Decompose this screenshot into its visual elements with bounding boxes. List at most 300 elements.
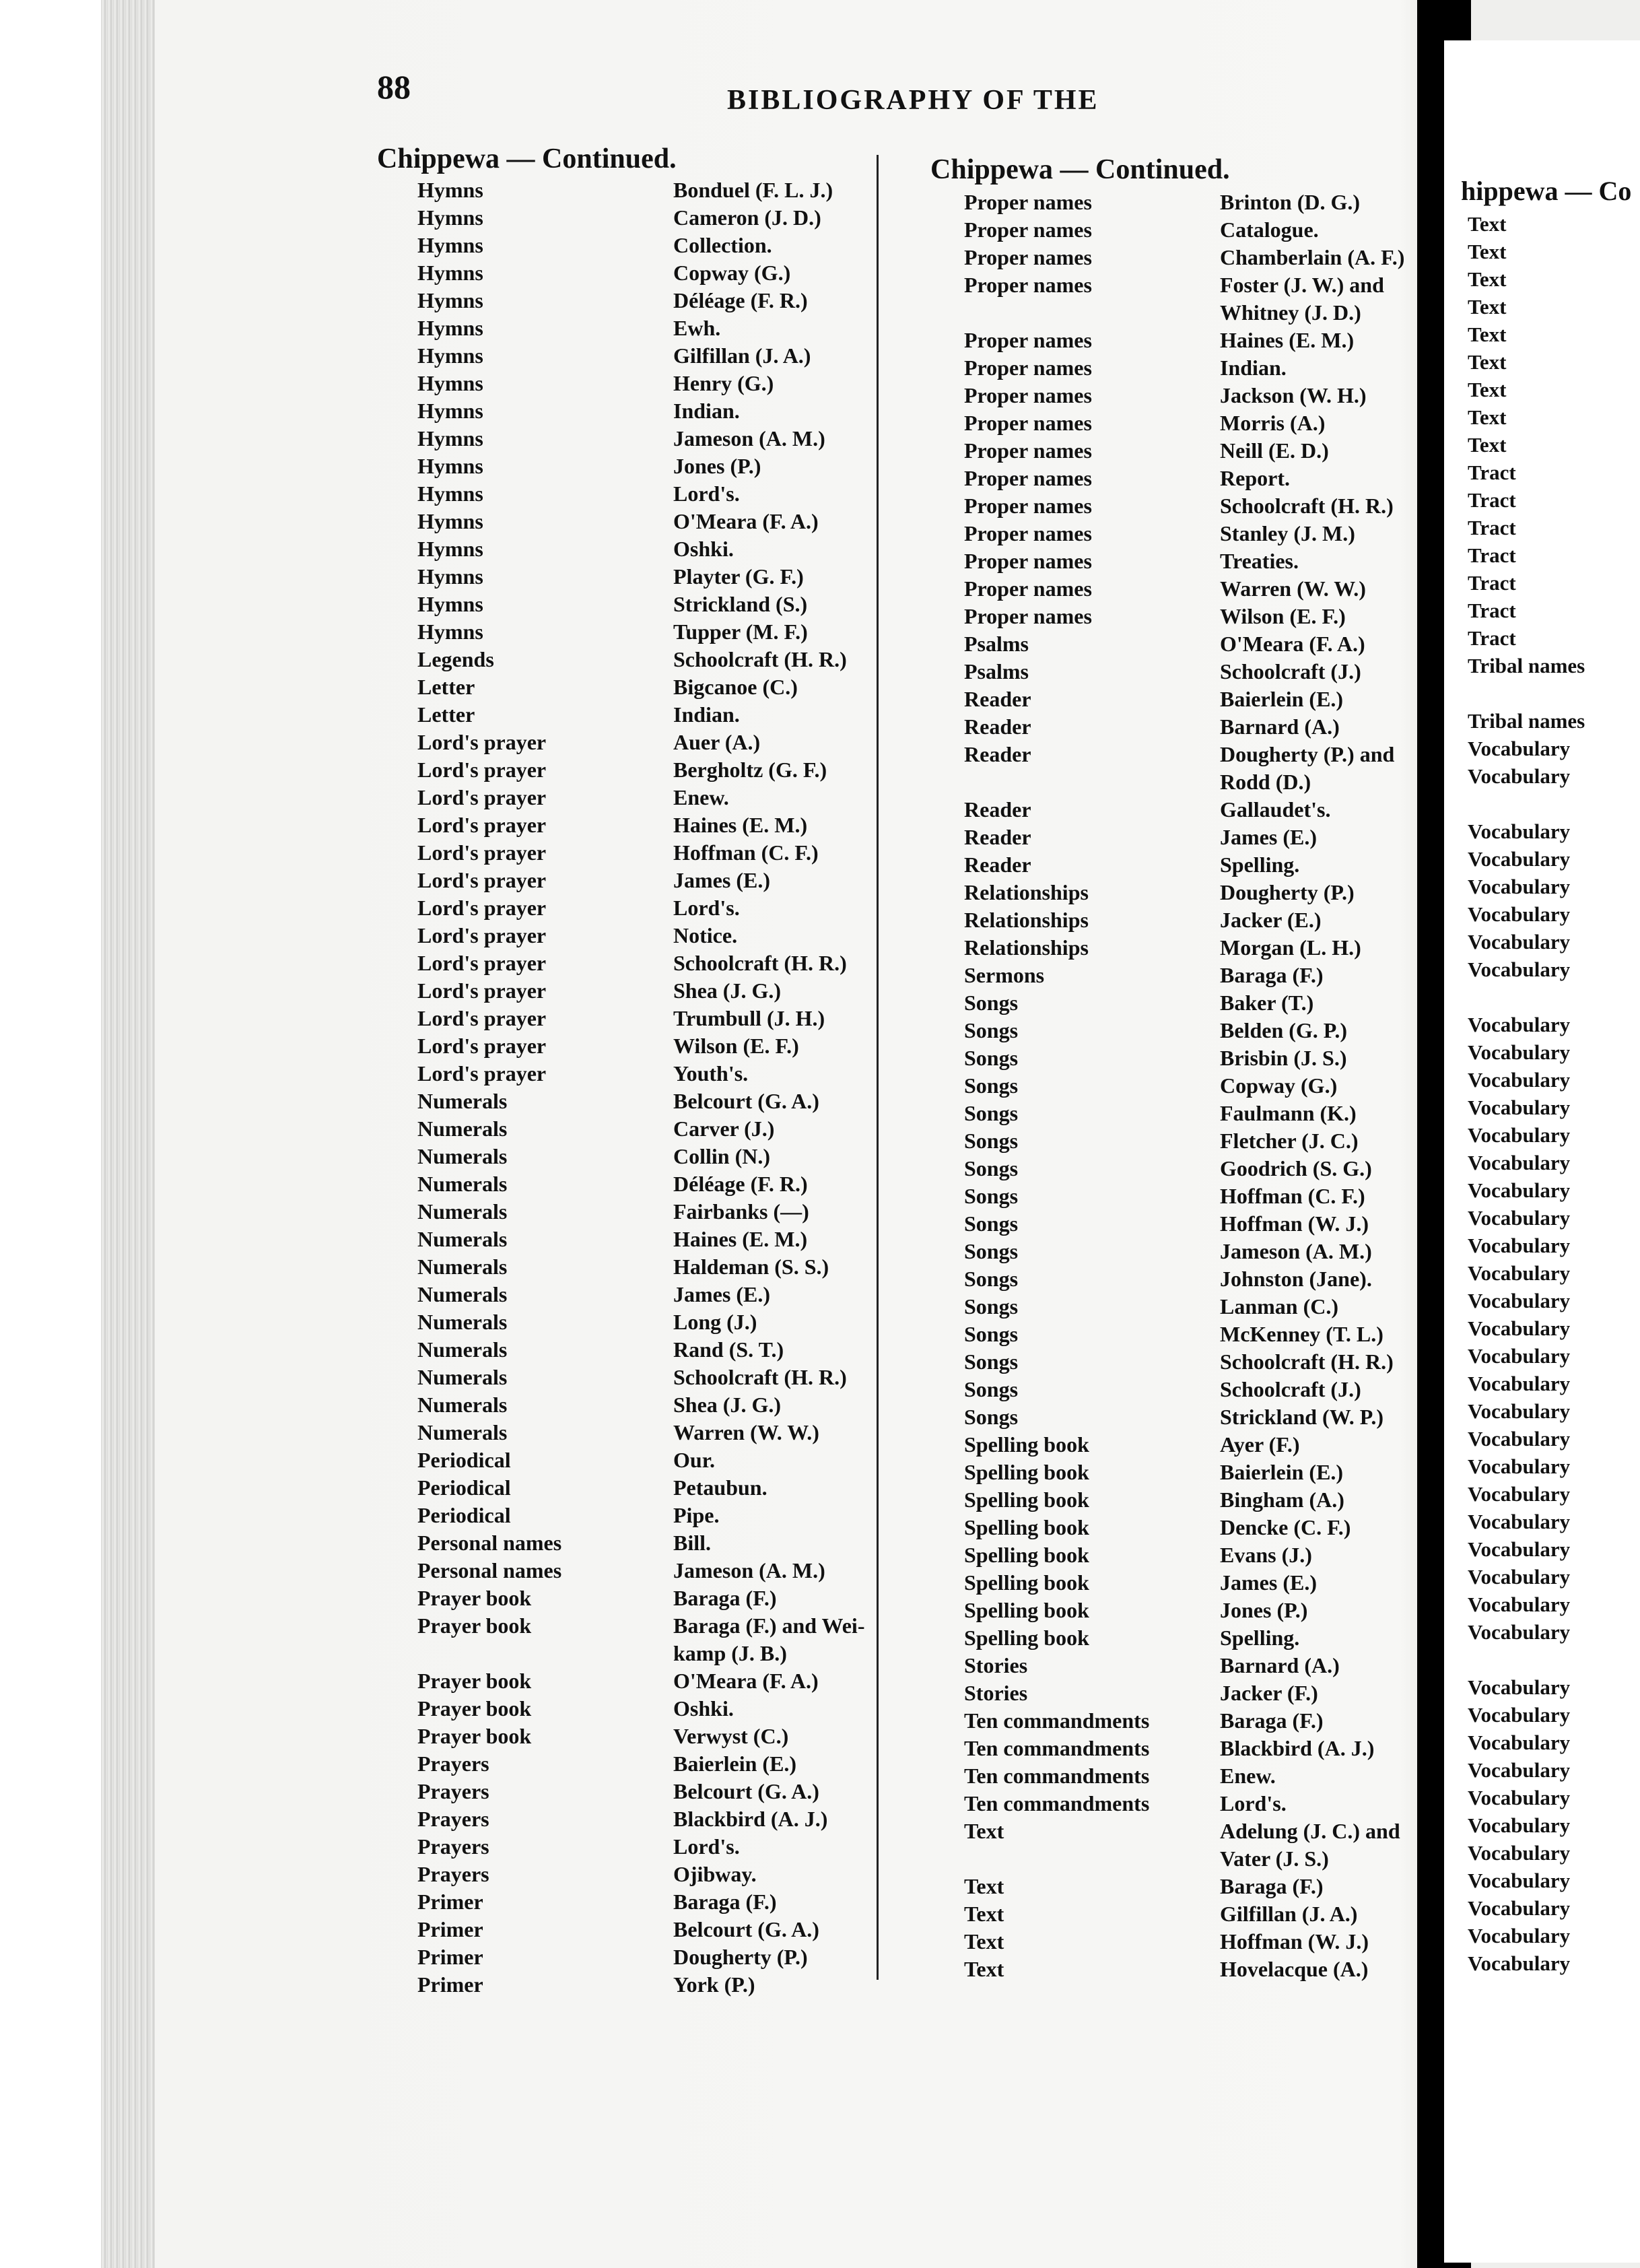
entry-row bbox=[377, 646, 875, 673]
left-column-heading: Chippewa — Continued. bbox=[377, 143, 677, 174]
entry-author: Barnard (A.) bbox=[1220, 714, 1340, 739]
entry-row bbox=[1468, 403, 1640, 431]
entry-subject: Hymns bbox=[417, 399, 483, 423]
entry-row bbox=[377, 977, 875, 1005]
entry-row bbox=[924, 520, 1415, 547]
entry-row bbox=[924, 575, 1415, 603]
entry-row bbox=[1468, 790, 1640, 818]
entry-row bbox=[924, 244, 1415, 271]
entry-subject: Vocabulary bbox=[1468, 902, 1571, 926]
entry-author: Baraga (F.) bbox=[1220, 963, 1324, 987]
entry-subject: Hymns bbox=[417, 620, 483, 644]
entry-author: Belcourt (G. A.) bbox=[673, 1089, 819, 1113]
entry-row bbox=[924, 1265, 1415, 1293]
entry-row bbox=[924, 713, 1415, 741]
entry-subject: Tract bbox=[1468, 488, 1516, 512]
left-column-entries bbox=[377, 176, 875, 1999]
entry-author: Dougherty (P.) bbox=[673, 1945, 808, 1969]
entry-author: Collin (N.) bbox=[673, 1144, 770, 1168]
entry-subject: Vocabulary bbox=[1468, 1316, 1571, 1340]
entry-subject: Lord's prayer bbox=[417, 923, 547, 947]
entry-author: Henry (G.) bbox=[673, 371, 774, 395]
entry-author: Indian. bbox=[1220, 356, 1287, 380]
entry-subject: Prayers bbox=[417, 1834, 489, 1859]
entry-subject: Hymns bbox=[417, 454, 483, 478]
entry-subject: Spelling book bbox=[964, 1543, 1089, 1567]
entry-row bbox=[924, 1735, 1415, 1762]
entry-row bbox=[1468, 293, 1640, 321]
entry-row bbox=[1468, 1701, 1640, 1729]
entry-subject: Proper names bbox=[964, 549, 1092, 573]
entry-author: Hoffman (W. J.) bbox=[1220, 1929, 1369, 1954]
entry-author: Jones (P.) bbox=[673, 454, 761, 478]
entry-subject: Prayer book bbox=[417, 1613, 532, 1638]
entry-row bbox=[1468, 238, 1640, 265]
entry-subject: Letter bbox=[417, 675, 475, 699]
entry-row bbox=[924, 1155, 1415, 1182]
entry-subject: Psalms bbox=[964, 632, 1029, 656]
entry-author: Enew. bbox=[673, 785, 729, 809]
entry-subject: Vocabulary bbox=[1468, 1896, 1571, 1920]
entry-author: Lord's. bbox=[673, 481, 740, 506]
page-stack-edge bbox=[101, 0, 155, 2268]
entry-row bbox=[377, 314, 875, 342]
entry-author: Jackson (W. H.) bbox=[1220, 383, 1367, 407]
entry-row bbox=[377, 1667, 875, 1695]
column-divider bbox=[877, 155, 879, 1980]
entry-subject: Numerals bbox=[417, 1282, 508, 1306]
entry-author: Dougherty (P.) and bbox=[1220, 742, 1395, 766]
entry-row bbox=[924, 465, 1415, 492]
entry-subject: Numerals bbox=[417, 1365, 508, 1389]
entry-row bbox=[1468, 1894, 1640, 1922]
entry-row bbox=[377, 1336, 875, 1364]
entry-row bbox=[1468, 983, 1640, 1011]
entry-subject: Primer bbox=[417, 1917, 483, 1941]
entry-row bbox=[924, 1238, 1415, 1265]
entry-author: Trumbull (J. H.) bbox=[673, 1006, 825, 1030]
entry-row bbox=[1468, 486, 1640, 514]
entry-subject: Songs bbox=[964, 1377, 1019, 1401]
entry-row bbox=[377, 1253, 875, 1281]
entry-row bbox=[377, 204, 875, 232]
entry-subject: Songs bbox=[964, 1322, 1019, 1346]
entry-subject: Numerals bbox=[417, 1310, 508, 1334]
entry-row bbox=[1468, 707, 1640, 735]
entry-subject: Text bbox=[1468, 267, 1507, 291]
entry-subject: Vocabulary bbox=[1468, 1040, 1571, 1064]
entry-subject: Personal names bbox=[417, 1558, 562, 1582]
entry-row bbox=[1468, 1314, 1640, 1342]
entry-author: Hoffman (W. J.) bbox=[1220, 1211, 1369, 1236]
entry-author: Déléage (F. R.) bbox=[673, 1172, 808, 1196]
entry-row bbox=[924, 1017, 1415, 1044]
entry-row bbox=[924, 796, 1415, 824]
entry-subject: Numerals bbox=[417, 1199, 508, 1224]
entry-row bbox=[377, 811, 875, 839]
entry-row bbox=[1468, 1094, 1640, 1121]
entry-subject: Hymns bbox=[417, 371, 483, 395]
entry-subject: Vocabulary bbox=[1468, 737, 1571, 760]
entry-row bbox=[1468, 1259, 1640, 1287]
entry-row bbox=[1468, 1480, 1640, 1508]
entry-subject: Primer bbox=[417, 1890, 483, 1914]
entry-subject: Ten commandments bbox=[964, 1708, 1150, 1733]
entry-row bbox=[377, 1612, 875, 1640]
entry-subject: Numerals bbox=[417, 1144, 508, 1168]
entry-subject: Proper names bbox=[964, 190, 1092, 214]
entry-row bbox=[924, 906, 1415, 934]
entry-subject: Vocabulary bbox=[1468, 875, 1571, 898]
entry-subject: Vocabulary bbox=[1468, 958, 1571, 981]
entry-subject: Relationships bbox=[964, 935, 1089, 960]
entry-author: McKenney (T. L.) bbox=[1220, 1322, 1383, 1346]
entry-row bbox=[377, 508, 875, 535]
entry-author: Shea (J. G.) bbox=[673, 1393, 781, 1417]
entry-subject: Numerals bbox=[417, 1172, 508, 1196]
entry-subject: Prayer book bbox=[417, 1696, 532, 1721]
entry-subject: Songs bbox=[964, 1349, 1019, 1374]
entry-author: Schoolcraft (H. R.) bbox=[673, 647, 847, 671]
entry-author: Goodrich (S. G.) bbox=[1220, 1156, 1372, 1180]
entry-row bbox=[924, 630, 1415, 658]
entry-subject: Sermons bbox=[964, 963, 1045, 987]
entry-row bbox=[1468, 321, 1640, 348]
entry-author: Déléage (F. R.) bbox=[673, 288, 808, 312]
entry-row bbox=[924, 1928, 1415, 1956]
entry-row bbox=[377, 729, 875, 756]
entry-subject: Prayer book bbox=[417, 1586, 532, 1610]
entry-subject: Spelling book bbox=[964, 1432, 1089, 1457]
entry-author: Baraga (F.) bbox=[1220, 1874, 1324, 1898]
entry-subject: Songs bbox=[964, 1018, 1019, 1042]
entry-subject: Proper names bbox=[964, 383, 1092, 407]
entry-subject: Text bbox=[964, 1957, 1004, 1981]
entry-row bbox=[1468, 514, 1640, 541]
entry-row bbox=[377, 535, 875, 563]
entry-author: Hoffman (C. F.) bbox=[1220, 1184, 1365, 1208]
entry-subject: Proper names bbox=[964, 494, 1092, 518]
entry-subject: Hymns bbox=[417, 178, 483, 202]
entry-author: Baierlein (E.) bbox=[1220, 1460, 1344, 1484]
entry-subject: Ten commandments bbox=[964, 1736, 1150, 1760]
entry-author: Adelung (J. C.) and bbox=[1220, 1819, 1400, 1843]
entry-subject: Proper names bbox=[964, 273, 1092, 297]
entry-row bbox=[377, 397, 875, 425]
entry-subject: Proper names bbox=[964, 411, 1092, 435]
entry-author: Foster (J. W.) and bbox=[1220, 273, 1384, 297]
entry-row bbox=[377, 894, 875, 922]
entry-author: Baraga (F.) bbox=[673, 1890, 777, 1914]
entry-author: Blackbird (A. J.) bbox=[1220, 1736, 1375, 1760]
entry-subject: Proper names bbox=[964, 604, 1092, 628]
entry-row bbox=[1468, 431, 1640, 459]
entry-author: Youth's. bbox=[673, 1061, 749, 1086]
entry-row bbox=[1468, 1784, 1640, 1811]
entry-subject: Spelling book bbox=[964, 1570, 1089, 1595]
entry-row bbox=[1468, 210, 1640, 238]
entry-row bbox=[924, 1127, 1415, 1155]
entry-subject: Vocabulary bbox=[1468, 1537, 1571, 1561]
entry-author: O'Meara (F. A.) bbox=[673, 509, 819, 533]
entry-author: Schoolcraft (J.) bbox=[1220, 1377, 1361, 1401]
entry-subject: Tract bbox=[1468, 571, 1516, 595]
entry-author: Spelling. bbox=[1220, 1626, 1300, 1650]
entry-author: James (E.) bbox=[673, 1282, 770, 1306]
entry-author: Hoffman (C. F.) bbox=[673, 840, 819, 865]
entry-subject: Tribal names bbox=[1468, 654, 1585, 677]
entry-row bbox=[924, 1376, 1415, 1403]
entry-subject: Songs bbox=[964, 1156, 1019, 1180]
entry-row bbox=[1468, 1839, 1640, 1867]
entry-row bbox=[377, 784, 875, 811]
entry-author: Rodd (D.) bbox=[1220, 770, 1311, 794]
entry-row bbox=[924, 768, 1415, 796]
entry-subject: Spelling book bbox=[964, 1460, 1089, 1484]
entry-author: York (P.) bbox=[673, 1972, 755, 1997]
entry-subject: Hymns bbox=[417, 509, 483, 533]
entry-author: Our. bbox=[673, 1448, 715, 1472]
entry-row bbox=[1468, 1232, 1640, 1259]
entry-row bbox=[924, 354, 1415, 382]
entry-author: Playter (G. F.) bbox=[673, 564, 804, 589]
entry-row bbox=[1468, 845, 1640, 873]
entry-row bbox=[1468, 1176, 1640, 1204]
entry-subject: Vocabulary bbox=[1468, 1510, 1571, 1533]
entry-row bbox=[924, 1652, 1415, 1679]
entry-row bbox=[1468, 928, 1640, 956]
entry-author: Schoolcraft (H. R.) bbox=[1220, 1349, 1394, 1374]
entry-row bbox=[924, 1900, 1415, 1928]
entry-row bbox=[924, 1597, 1415, 1624]
entry-subject: Vocabulary bbox=[1468, 1758, 1571, 1782]
entry-subject: Tract bbox=[1468, 543, 1516, 567]
entry-subject: Text bbox=[1468, 433, 1507, 457]
entry-row bbox=[377, 425, 875, 453]
entry-row bbox=[924, 1873, 1415, 1900]
entry-row bbox=[1468, 1646, 1640, 1673]
entry-row bbox=[377, 922, 875, 949]
entry-subject: Hymns bbox=[417, 481, 483, 506]
entry-subject: Vocabulary bbox=[1468, 1123, 1571, 1147]
entry-subject: Tract bbox=[1468, 516, 1516, 539]
entry-row bbox=[377, 867, 875, 894]
entry-author: Baker (T.) bbox=[1220, 991, 1314, 1015]
entry-subject: Vocabulary bbox=[1468, 1675, 1571, 1699]
entry-row bbox=[1468, 569, 1640, 597]
entry-subject: Songs bbox=[964, 991, 1019, 1015]
entry-subject: Vocabulary bbox=[1468, 1151, 1571, 1174]
entry-author: Barnard (A.) bbox=[1220, 1653, 1340, 1677]
entry-subject: Numerals bbox=[417, 1393, 508, 1417]
entry-subject: Lord's prayer bbox=[417, 896, 547, 920]
entry-subject: Vocabulary bbox=[1468, 1455, 1571, 1478]
entry-row bbox=[377, 453, 875, 480]
entry-subject: Lord's prayer bbox=[417, 1061, 547, 1086]
entry-row bbox=[1468, 1618, 1640, 1646]
entry-subject: Songs bbox=[964, 1211, 1019, 1236]
entry-row bbox=[377, 1529, 875, 1557]
entry-subject: Tract bbox=[1468, 461, 1516, 484]
entry-author: Auer (A.) bbox=[673, 730, 761, 754]
entry-subject: Songs bbox=[964, 1073, 1019, 1098]
entry-subject: Vocabulary bbox=[1468, 1289, 1571, 1312]
entry-author: Jacker (E.) bbox=[1220, 908, 1322, 932]
entry-author: Stanley (J. M.) bbox=[1220, 521, 1355, 545]
entry-subject: Text bbox=[964, 1929, 1004, 1954]
entry-row bbox=[924, 437, 1415, 465]
entry-author: Pipe. bbox=[673, 1503, 720, 1527]
entry-subject: Relationships bbox=[964, 880, 1089, 904]
right-column-heading: hippewa — Co bbox=[1461, 176, 1632, 206]
entry-author: Indian. bbox=[673, 702, 740, 727]
entry-subject: Ten commandments bbox=[964, 1791, 1150, 1815]
entry-subject: Vocabulary bbox=[1468, 1178, 1571, 1202]
entry-subject: Reader bbox=[964, 687, 1031, 711]
entry-subject: Vocabulary bbox=[1468, 1096, 1571, 1119]
entry-row bbox=[1468, 1066, 1640, 1094]
entry-row bbox=[924, 1100, 1415, 1127]
entry-subject: Psalms bbox=[964, 659, 1029, 683]
entry-subject: Prayer book bbox=[417, 1724, 532, 1748]
entry-author: Strickland (W. P.) bbox=[1220, 1405, 1384, 1429]
entry-row bbox=[924, 1431, 1415, 1459]
entry-row bbox=[924, 1845, 1415, 1873]
entry-subject: Vocabulary bbox=[1468, 1234, 1571, 1257]
entry-row bbox=[1468, 1756, 1640, 1784]
entry-subject: Text bbox=[1468, 212, 1507, 236]
entry-row bbox=[377, 1723, 875, 1750]
entry-subject: Tribal names bbox=[1468, 709, 1585, 733]
entry-row bbox=[924, 1679, 1415, 1707]
entry-row bbox=[377, 1226, 875, 1253]
entry-subject: Vocabulary bbox=[1468, 1952, 1571, 1975]
entry-author: James (E.) bbox=[1220, 825, 1317, 849]
entry-row bbox=[1468, 265, 1640, 293]
entry-row bbox=[1468, 1811, 1640, 1839]
entry-row bbox=[924, 1514, 1415, 1541]
entry-author: Jameson (A. M.) bbox=[673, 426, 825, 451]
entry-author: Bigcanoe (C.) bbox=[673, 675, 798, 699]
entry-author: Shea (J. G.) bbox=[673, 978, 781, 1003]
entry-row bbox=[377, 701, 875, 729]
entry-author: Long (J.) bbox=[673, 1310, 757, 1334]
entry-row bbox=[924, 327, 1415, 354]
entry-row bbox=[924, 1072, 1415, 1100]
entry-subject: Text bbox=[1468, 295, 1507, 319]
entry-row bbox=[377, 618, 875, 646]
entry-subject: Reader bbox=[964, 853, 1031, 877]
entry-subject: Periodical bbox=[417, 1448, 511, 1472]
entry-subject: Stories bbox=[964, 1653, 1028, 1677]
entry-subject: Numerals bbox=[417, 1116, 508, 1141]
entry-subject: Reader bbox=[964, 742, 1031, 766]
entry-row bbox=[924, 409, 1415, 437]
entry-subject: Numerals bbox=[417, 1089, 508, 1113]
entry-author: Jameson (A. M.) bbox=[1220, 1239, 1372, 1263]
entry-subject: Vocabulary bbox=[1468, 1841, 1571, 1865]
entry-row bbox=[924, 1459, 1415, 1486]
page-number: 88 bbox=[377, 68, 411, 106]
middle-column-heading: Chippewa — Continued. bbox=[930, 154, 1230, 185]
entry-row bbox=[377, 1364, 875, 1391]
entry-subject: Proper names bbox=[964, 245, 1092, 269]
entry-subject: Hymns bbox=[417, 564, 483, 589]
entry-row bbox=[1468, 1591, 1640, 1618]
entry-subject: Vocabulary bbox=[1468, 1703, 1571, 1727]
entry-author: Neill (E. D.) bbox=[1220, 438, 1329, 463]
entry-row bbox=[924, 382, 1415, 409]
entry-author: Jacker (F.) bbox=[1220, 1681, 1318, 1705]
entry-author: Indian. bbox=[673, 399, 740, 423]
entry-row bbox=[1468, 1453, 1640, 1480]
entry-subject: Proper names bbox=[964, 521, 1092, 545]
entry-subject: Hymns bbox=[417, 537, 483, 561]
entry-subject: Vocabulary bbox=[1468, 1206, 1571, 1230]
entry-subject: Vocabulary bbox=[1468, 1620, 1571, 1644]
entry-author: Haines (E. M.) bbox=[673, 1227, 808, 1251]
entry-row bbox=[377, 1474, 875, 1502]
entry-author: Belcourt (G. A.) bbox=[673, 1779, 819, 1803]
entry-subject: Songs bbox=[964, 1405, 1019, 1429]
entry-row bbox=[1468, 1673, 1640, 1701]
entry-row bbox=[1468, 1867, 1640, 1894]
entry-subject: Hymns bbox=[417, 205, 483, 230]
entry-author: Spelling. bbox=[1220, 853, 1300, 877]
entry-row bbox=[924, 1044, 1415, 1072]
entry-author: Warren (W. W.) bbox=[673, 1420, 819, 1444]
entry-row bbox=[924, 189, 1415, 216]
entry-subject: Spelling book bbox=[964, 1598, 1089, 1622]
entry-row bbox=[924, 1817, 1415, 1845]
entry-row bbox=[1468, 679, 1640, 707]
entry-author: Morris (A.) bbox=[1220, 411, 1326, 435]
entry-subject: Text bbox=[964, 1819, 1004, 1843]
entry-author: Petaubun. bbox=[673, 1475, 767, 1500]
entry-author: Oshki. bbox=[673, 1696, 734, 1721]
entry-author: Lord's. bbox=[673, 896, 740, 920]
entry-author: Ojibway. bbox=[673, 1862, 757, 1886]
entry-subject: Periodical bbox=[417, 1475, 511, 1500]
entry-row bbox=[377, 1943, 875, 1971]
entry-row bbox=[377, 287, 875, 314]
entry-subject: Lord's prayer bbox=[417, 813, 547, 837]
entry-row bbox=[924, 1624, 1415, 1652]
entry-row bbox=[924, 658, 1415, 686]
entry-author: O'Meara (F. A.) bbox=[673, 1669, 819, 1693]
entry-row bbox=[377, 176, 875, 204]
entry-subject: Periodical bbox=[417, 1503, 511, 1527]
entry-author: Baraga (F.) bbox=[1220, 1708, 1324, 1733]
entry-subject: Hymns bbox=[417, 592, 483, 616]
entry-row bbox=[1468, 348, 1640, 376]
entry-row bbox=[377, 1446, 875, 1474]
entry-row bbox=[924, 934, 1415, 962]
entry-subject: Vocabulary bbox=[1468, 764, 1571, 788]
entry-row bbox=[377, 232, 875, 259]
entry-author: Notice. bbox=[673, 923, 738, 947]
entry-subject: Stories bbox=[964, 1681, 1028, 1705]
entry-author: Bonduel (F. L. J.) bbox=[673, 178, 833, 202]
entry-row bbox=[1468, 1425, 1640, 1453]
entry-row bbox=[1468, 818, 1640, 845]
entry-author: Fletcher (J. C.) bbox=[1220, 1129, 1359, 1153]
entry-subject: Proper names bbox=[964, 438, 1092, 463]
entry-subject: Songs bbox=[964, 1294, 1019, 1319]
entry-subject: Text bbox=[1468, 323, 1507, 346]
entry-row bbox=[377, 563, 875, 591]
entry-subject: Hymns bbox=[417, 343, 483, 368]
